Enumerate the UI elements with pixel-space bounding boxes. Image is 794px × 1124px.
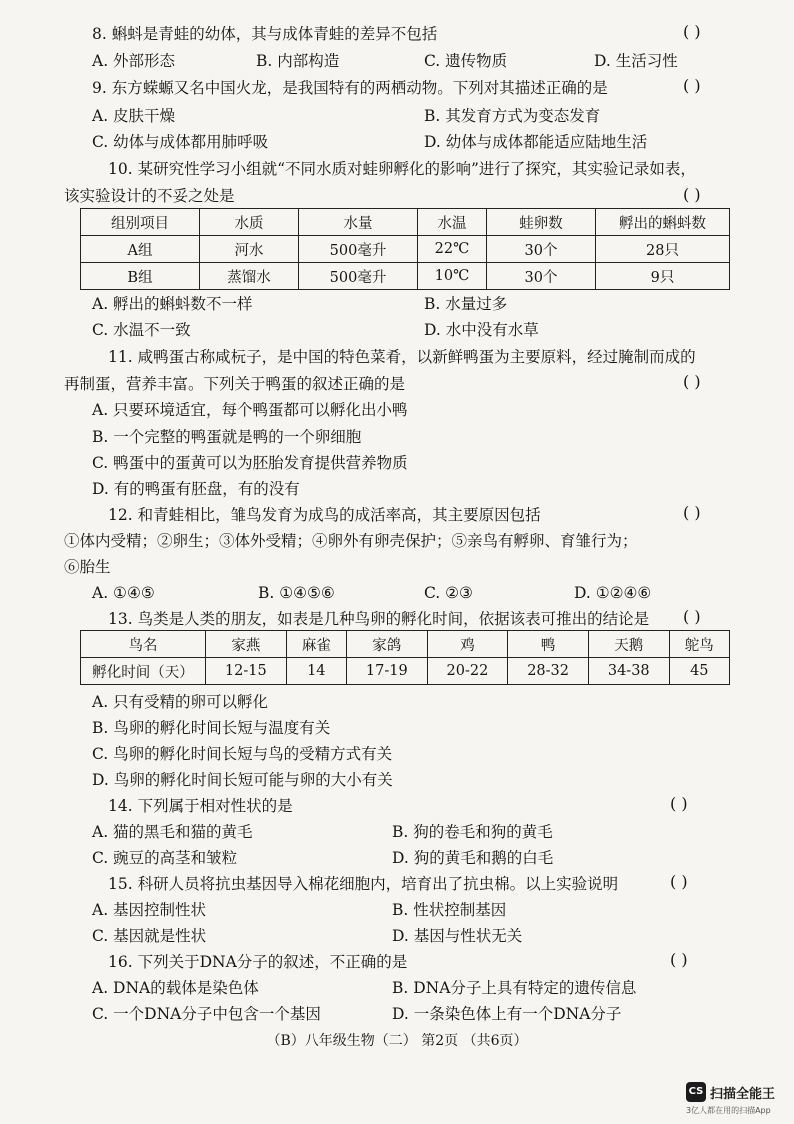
q15-option-d: D. 基因与性状无关 [392, 927, 523, 945]
q16-stem: 16. 下列关于DNA分子的叙述，不正确的是 [108, 953, 408, 971]
q10-option-a: A. 孵出的蝌蚪数不一样 [92, 295, 253, 313]
scanner-logo-icon: CS [686, 1082, 706, 1102]
q13-answer-paren: ( ) [683, 607, 701, 626]
q13-table-header: 家燕 [206, 631, 287, 658]
q9-option-a: A. 皮肤干燥 [92, 107, 176, 125]
q10-table-cell: 10℃ [418, 263, 487, 290]
q10-option-d: D. 水中没有水草 [424, 321, 539, 339]
q13-table-header: 鸵鸟 [669, 631, 729, 658]
q13-table-header: 家鸽 [346, 631, 427, 658]
q16-option-a: A. DNA的载体是染色体 [92, 979, 259, 997]
q13-table-cell: 20-22 [427, 658, 508, 685]
q10-answer-paren: ( ) [683, 185, 701, 204]
q10-table-row [81, 236, 730, 263]
q10-table-header: 组别项目 [81, 209, 200, 236]
q13-table-header-row [81, 631, 730, 658]
q15-stem: 15. 科研人员将抗虫基因导入棉花细胞内，培育出了抗虫棉。以上实验说明 [108, 875, 619, 893]
q13-table-header: 麻雀 [286, 631, 346, 658]
q14-option-b: B. 狗的卷毛和狗的黄毛 [392, 823, 553, 841]
q10-table-cell: 500毫升 [299, 236, 418, 263]
q8-option-b: B. 内部构造 [256, 52, 340, 70]
q10-table [80, 208, 730, 290]
q13-table-header: 鸭 [508, 631, 589, 658]
q10-table-header: 水量 [299, 209, 418, 236]
q15-option-c: C. 基因就是性状 [92, 927, 207, 945]
q10-table-header: 孵出的蝌蚪数 [596, 209, 730, 236]
q14-stem: 14. 下列属于相对性状的是 [108, 797, 293, 815]
q12-option-b: B. ①④⑤⑥ [258, 584, 335, 602]
q12-answer-paren: ( ) [683, 503, 701, 522]
q14-option-a: A. 猫的黑毛和猫的黄毛 [92, 823, 253, 841]
q12-option-c: C. ②③ [424, 584, 473, 602]
q13-table-header: 天鹅 [588, 631, 669, 658]
q13-table-cell: 孵化时间（天） [81, 658, 206, 685]
scanner-watermark [686, 1082, 790, 1118]
q9-option-d: D. 幼体与成体都能适应陆地生活 [424, 133, 648, 151]
q13-option-b: B. 鸟卵的孵化时间长短与温度有关 [92, 719, 331, 737]
q10-table-cell: 30个 [487, 236, 596, 263]
q13-option-a: A. 只有受精的卵可以孵化 [92, 693, 269, 711]
q14-answer-paren: ( ) [670, 794, 688, 813]
q8-option-d: D. 生活习性 [594, 52, 678, 70]
q11-option-d: D. 有的鸭蛋有胚盘，有的没有 [92, 480, 300, 498]
q12-option-d: D. ①②④⑥ [574, 584, 652, 602]
q13-table-header: 鸟名 [81, 631, 206, 658]
q10-stem-line2: 该实验设计的不妥之处是 [64, 187, 235, 205]
q16-option-b: B. DNA分子上具有特定的遗传信息 [392, 979, 637, 997]
q13-table [80, 630, 730, 685]
q10-table-row [81, 263, 730, 290]
q16-option-d: D. 一条染色体上有一个DNA分子 [392, 1005, 622, 1023]
q10-table-cell: 30个 [487, 263, 596, 290]
q11-answer-paren: ( ) [683, 372, 701, 391]
q12-items-line2: ⑥胎生 [64, 558, 111, 576]
q13-table-cell: 12-15 [206, 658, 287, 685]
q12-items-line1: ①体内受精；②卵生；③体外受精；④卵外有卵壳保护；⑤亲鸟有孵卵、育雏行为； [64, 532, 638, 550]
q10-option-b: B. 水量过多 [424, 295, 508, 313]
q14-option-c: C. 豌豆的高茎和皱粒 [92, 849, 238, 867]
q10-table-header: 水质 [200, 209, 299, 236]
q13-option-d: D. 鸟卵的孵化时间长短可能与卵的大小有关 [92, 771, 393, 789]
q10-table-cell: 9只 [596, 263, 730, 290]
q11-option-b: B. 一个完整的鸭蛋就是鸭的一个卵细胞 [92, 428, 362, 446]
q13-option-c: C. 鸟卵的孵化时间长短与鸟的受精方式有关 [92, 745, 393, 763]
q11-option-c: C. 鸭蛋中的蛋黄可以为胚胎发育提供营养物质 [92, 454, 408, 472]
q10-option-c: C. 水温不一致 [92, 321, 191, 339]
q8-option-a: A. 外部形态 [92, 52, 176, 70]
q13-table-cell: 34-38 [588, 658, 669, 685]
q13-table-cell: 17-19 [346, 658, 427, 685]
q16-option-c: C. 一个DNA分子中包含一个基因 [92, 1005, 321, 1023]
q10-table-cell: 蒸馏水 [200, 263, 299, 290]
q14-option-d: D. 狗的黄毛和鹅的白毛 [392, 849, 554, 867]
q10-table-header: 蛙卵数 [487, 209, 596, 236]
q10-table-cell: 500毫升 [299, 263, 418, 290]
scanner-brand-name: 扫描全能王 [710, 1087, 776, 1102]
q9-option-b: B. 其发育方式为变态发育 [424, 107, 601, 125]
q15-option-b: B. 性状控制基因 [392, 901, 507, 919]
q10-table-header: 水温 [418, 209, 487, 236]
q10-table-cell: A组 [81, 236, 200, 263]
q8-option-c: C. 遗传物质 [424, 52, 508, 70]
q8-stem: 8. 蝌蚪是青蛙的幼体，其与成体青蛙的差异不包括 [92, 25, 438, 43]
q13-table-row [81, 658, 730, 685]
q16-answer-paren: ( ) [670, 950, 688, 969]
q15-option-a: A. 基因控制性状 [92, 901, 207, 919]
q13-table-cell: 14 [286, 658, 346, 685]
q13-table-header: 鸡 [427, 631, 508, 658]
q8-answer-paren: ( ) [683, 22, 701, 41]
q10-table-cell: B组 [81, 263, 200, 290]
q13-table-cell: 45 [669, 658, 729, 685]
q13-table-cell: 28-32 [508, 658, 589, 685]
q15-answer-paren: ( ) [670, 872, 688, 891]
q12-stem: 12. 和青蛙相比，雏鸟发育为成鸟的成活率高，其主要原因包括 [108, 506, 541, 524]
q10-table-cell: 22℃ [418, 236, 487, 263]
q10-table-cell: 28只 [596, 236, 730, 263]
scanner-brand-tagline: 3亿人都在用的扫描App [686, 1106, 771, 1115]
q9-stem: 9. 东方蝾螈又名中国火龙，是我国特有的两栖动物。下列对其描述正确的是 [92, 79, 608, 97]
q10-table-cell: 河水 [200, 236, 299, 263]
q11-stem-line2: 再制蛋，营养丰富。下列关于鸭蛋的叙述正确的是 [64, 375, 406, 393]
q11-stem-line1: 11. 咸鸭蛋古称咸杬子，是中国的特色菜肴，以新鲜鸭蛋为主要原料，经过腌制而成的 [108, 348, 696, 366]
page-footer: （B）八年级生物（二） 第2页 （共6页） [266, 1033, 528, 1049]
q9-option-c: C. 幼体与成体都用肺呼吸 [92, 133, 269, 151]
q11-option-a: A. 只要环境适宜，每个鸭蛋都可以孵化出小鸭 [92, 401, 408, 419]
q9-answer-paren: ( ) [683, 76, 701, 95]
q13-stem: 13. 鸟类是人类的朋友，如表是几种鸟卵的孵化时间，依据该表可推出的结论是 [108, 610, 650, 628]
q10-table-header-row [81, 209, 730, 236]
q12-option-a: A. ①④⑤ [92, 584, 155, 602]
q10-stem-line1: 10. 某研究性学习小组就“不同水质对蛙卵孵化的影响”进行了探究，其实验记录如表， [108, 160, 696, 178]
